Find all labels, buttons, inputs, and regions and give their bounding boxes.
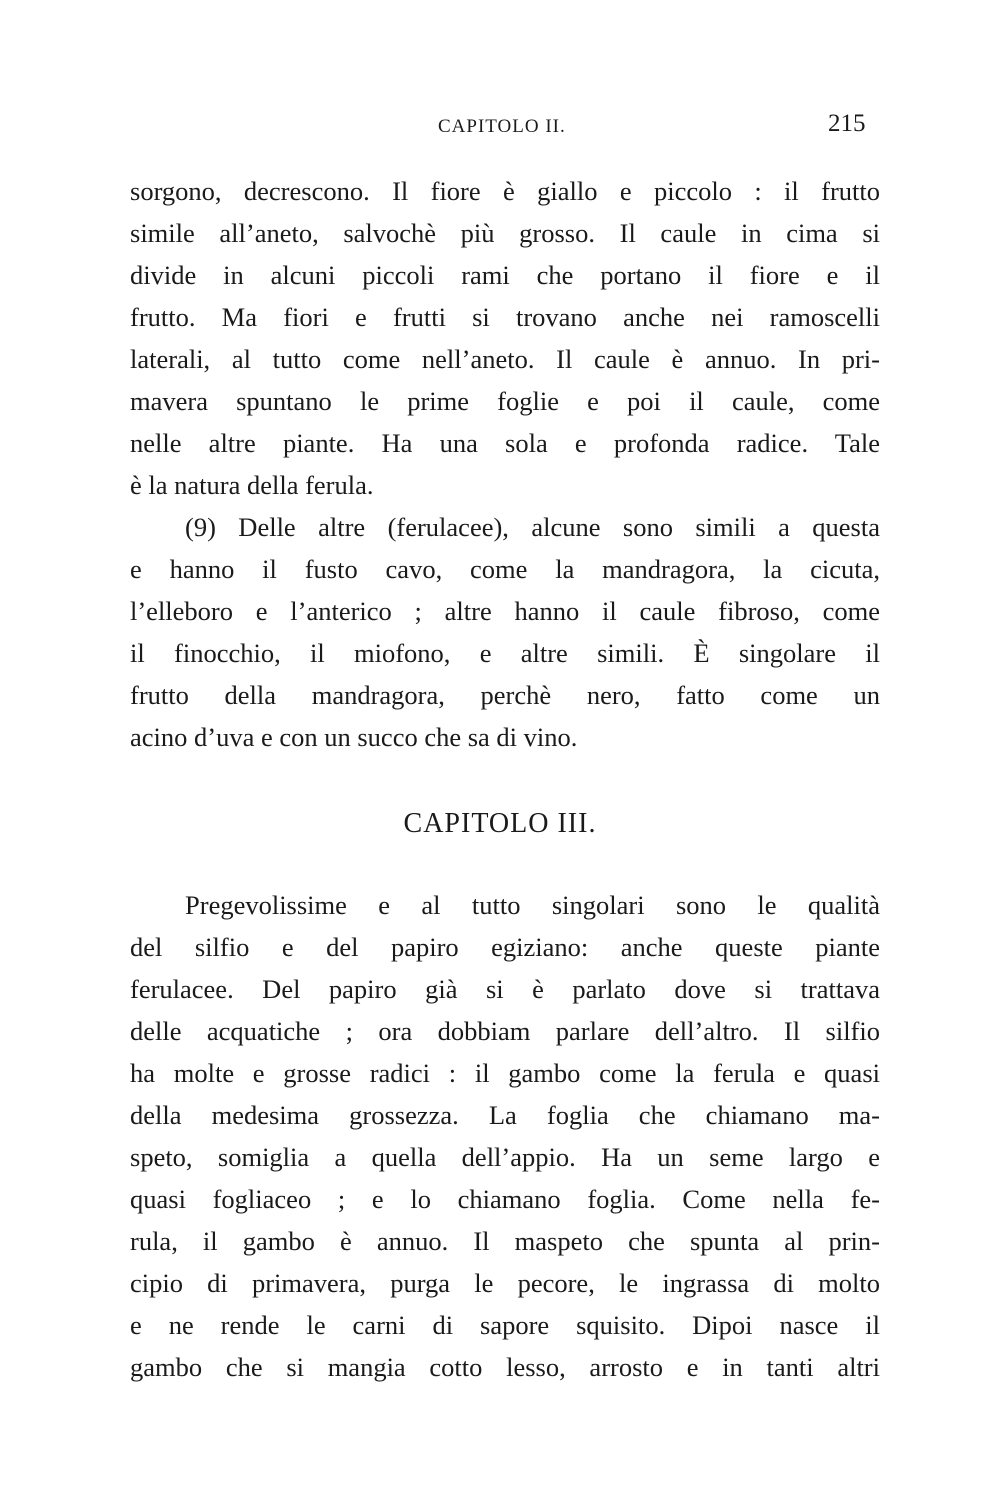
text-line: e hanno il fusto cavo, come la mandragora, la cicuta, bbox=[130, 554, 880, 584]
text-line: cipio di primavera, purga le pecore, le ingrassa di molto bbox=[130, 1268, 880, 1298]
text-line: simile all’aneto, salvochè più grosso. Il caule in cima si bbox=[130, 218, 880, 248]
text-line: l’elleboro e l’anterico ; altre hanno il caule fibroso, come bbox=[130, 596, 880, 626]
text-line: gambo che si mangia cotto lesso, arrosto e in tanti altri bbox=[130, 1352, 880, 1382]
paragraph-3 bbox=[130, 884, 880, 1388]
text-line: e ne rende le carni di sapore squisito. Dipoi nasce il bbox=[130, 1310, 880, 1340]
text-line: (9) Delle altre (ferulacee), alcune sono simili a questa bbox=[185, 512, 880, 542]
page-number: 215 bbox=[828, 110, 866, 137]
text-line: della medesima grossezza. La foglia che chiamano ma- bbox=[130, 1100, 880, 1130]
text-line: divide in alcuni piccoli rami che portano il fiore e il bbox=[130, 260, 880, 290]
text-line: rula, il gambo è annuo. Il maspeto che spunta al prin- bbox=[130, 1226, 880, 1256]
paragraph-1 bbox=[130, 170, 880, 506]
chapter-heading: CAPITOLO III. bbox=[403, 808, 597, 839]
text-line: ferulacee. Del papiro già si è parlato dove si trattava bbox=[130, 974, 880, 1004]
page-header bbox=[0, 110, 1000, 150]
running-title: CAPITOLO II. bbox=[438, 116, 566, 137]
text-line: del silfio e del papiro egiziano: anche queste piante bbox=[130, 932, 880, 962]
text-line: il finocchio, il miofono, e altre simili. È singolare il bbox=[130, 638, 880, 668]
text-line: mavera spuntano le prime foglie e poi il caule, come bbox=[130, 386, 880, 416]
text-line: speto, somiglia a quella dell’appio. Ha un seme largo e bbox=[130, 1142, 880, 1172]
text-line: acino d’uva e con un succo che sa di vino. bbox=[130, 722, 578, 752]
text-line: delle acquatiche ; ora dobbiam parlare dell’altro. Il silfio bbox=[130, 1016, 880, 1046]
text-line: è la natura della ferula. bbox=[130, 470, 374, 500]
text-line: ha molte e grosse radici : il gambo come la ferula e quasi bbox=[130, 1058, 880, 1088]
text-line: frutto. Ma fiori e frutti si trovano anche nei ramoscelli bbox=[130, 302, 880, 332]
paragraph-2 bbox=[130, 506, 880, 758]
text-line: frutto della mandragora, perchè nero, fatto come un bbox=[130, 680, 880, 710]
text-line: sorgono, decrescono. Il fiore è giallo e piccolo : il frutto bbox=[130, 176, 880, 206]
text-line: laterali, al tutto come nell’aneto. Il caule è annuo. In pri- bbox=[130, 344, 880, 374]
text-line: nelle altre piante. Ha una sola e profonda radice. Tale bbox=[130, 428, 880, 458]
text-line: quasi fogliaceo ; e lo chiamano foglia. Come nella fe- bbox=[130, 1184, 880, 1214]
text-line: Pregevolissime e al tutto singolari sono le qualità bbox=[185, 890, 880, 920]
